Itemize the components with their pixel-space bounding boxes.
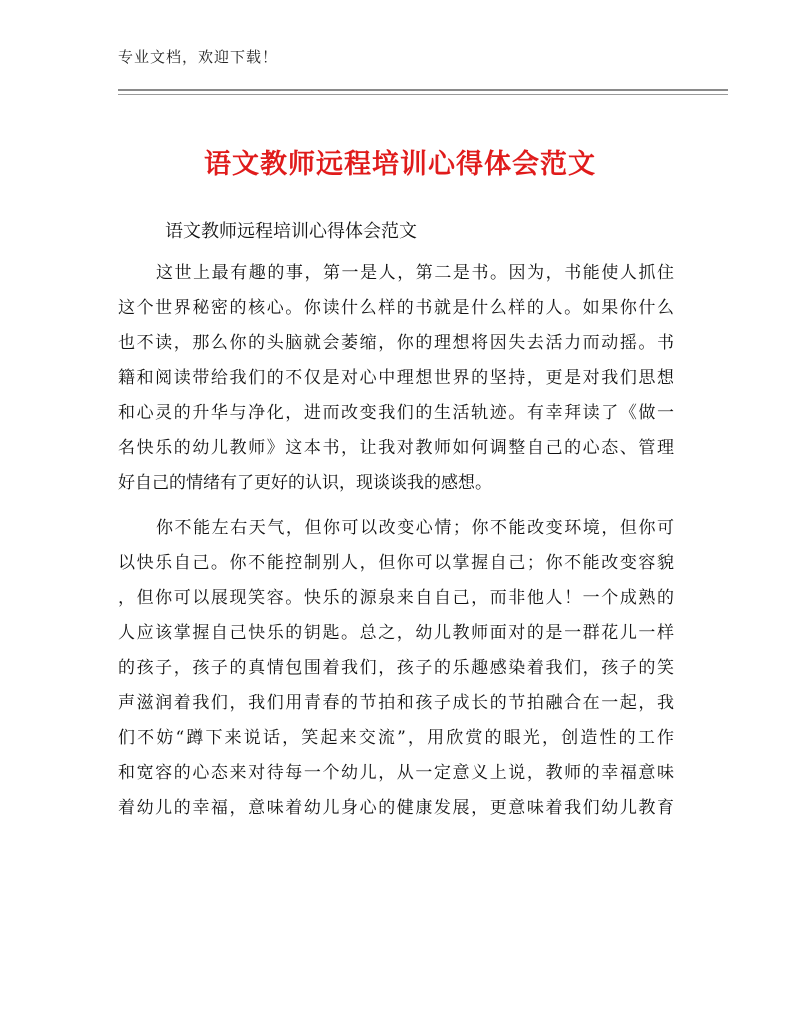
text-line: 着幼儿的幸福，意味着幼儿身心的健康发展，更意味着我们幼儿教育 — [118, 798, 674, 818]
document-body — [118, 256, 674, 826]
text-line: 名快乐的幼儿教师》这本书，让我对教师如何调整自己的心态、管理 — [118, 438, 674, 458]
text-line: 和宽容的心态来对待每一个幼儿，从一定意义上说，教师的幸福意味 — [118, 763, 674, 783]
text-line: 以快乐自己。你不能控制别人，但你可以掌握自己；你不能改变容貌 — [118, 553, 674, 573]
paragraph-1 — [118, 256, 674, 501]
header-note: 专业文档，欢迎下载！ — [118, 48, 279, 66]
paragraph-2 — [118, 511, 674, 826]
paragraph-gap — [118, 501, 674, 511]
text-line: 人应该掌握自己快乐的钥匙。总之，幼儿教师面对的是一群花儿一样 — [118, 623, 674, 643]
text-line: 籍和阅读带给我们的不仅是对心中理想世界的坚持，更是对我们思想 — [118, 368, 674, 388]
header-divider-thin — [118, 94, 728, 95]
text-line: 的孩子，孩子的真情包围着我们，孩子的乐趣感染着我们，孩子的笑 — [118, 658, 674, 678]
text-line: 好自己的情绪有了更好的认识，现谈谈我的感想。 — [118, 473, 492, 493]
document-subtitle: 语文教师远程培训心得体会范文 — [165, 221, 417, 242]
text-line: 和心灵的升华与净化，进而改变我们的生活轨迹。有幸拜读了《做一 — [118, 403, 674, 423]
text-line: 你不能左右天气，但你可以改变心情；你不能改变环境，但你可 — [156, 518, 674, 538]
text-line: 声滋润着我们，我们用青春的节拍和孩子成长的节拍融合在一起，我 — [118, 693, 674, 713]
text-line: ，但你可以展现笑容。快乐的源泉来自自己，而非他人！一个成熟的 — [118, 588, 674, 608]
text-line: 也不读，那么你的头脑就会萎缩，你的理想将因失去活力而动摇。书 — [118, 333, 674, 353]
text-line: 这个世界秘密的核心。你读什么样的书就是什么样的人。如果你什么 — [118, 298, 674, 318]
document-title: 语文教师远程培训心得体会范文 — [204, 149, 596, 180]
text-line: 们不妨“蹲下来说话，笑起来交流”，用欣赏的眼光，创造性的工作 — [118, 728, 674, 748]
text-line: 这世上最有趣的事，第一是人，第二是书。因为，书能使人抓住 — [156, 263, 674, 283]
header-divider — [118, 89, 728, 91]
